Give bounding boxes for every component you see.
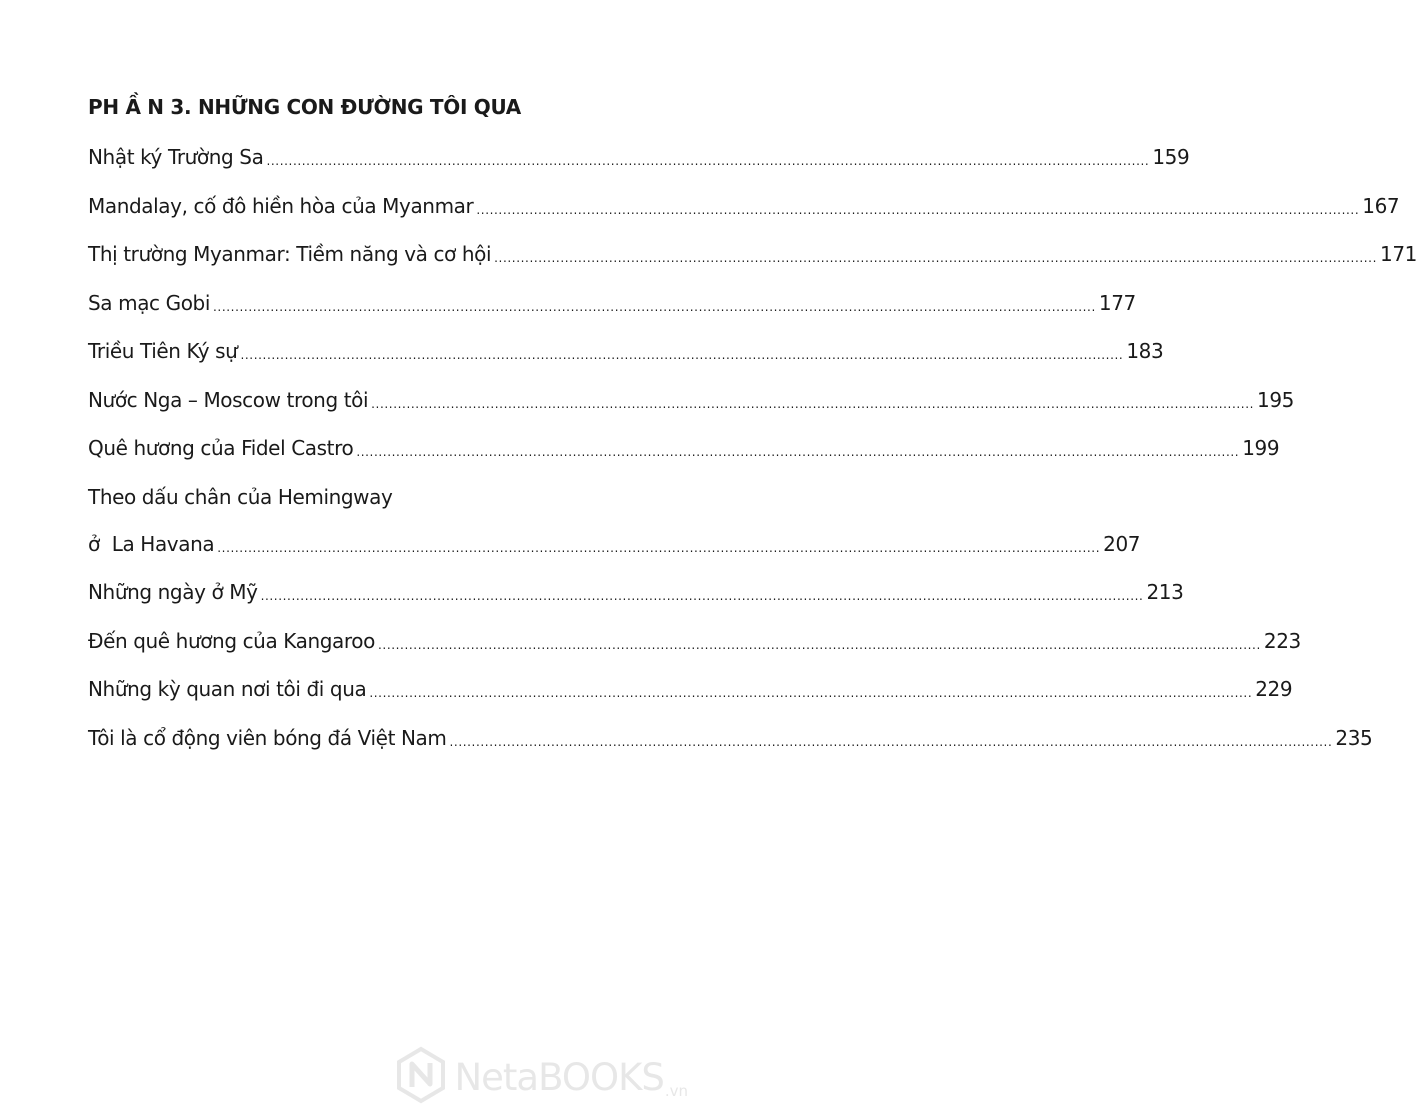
toc-entry [88, 676, 1293, 702]
toc-entry-page: 229 [1255, 677, 1293, 701]
toc-entry [88, 725, 1373, 751]
watermark-brand: NetaBOOKS [454, 1055, 664, 1099]
watermark-suffix: .vn [664, 1082, 688, 1100]
toc-entry [88, 484, 1141, 557]
toc-entry [88, 628, 1301, 654]
toc-list [88, 144, 1417, 751]
toc-entry-title: Đến quê hương của Kangaroo [88, 628, 375, 653]
toc-entry-page: 213 [1146, 580, 1184, 604]
dot-leader: ........................................................................................................................................................................................................ [260, 589, 1144, 603]
toc-entry-page: 167 [1362, 193, 1400, 218]
section-heading: PH Ầ N 3. NHỮNG CON ĐƯỜNG TÔI QUA [88, 95, 521, 119]
toc-entry [88, 144, 1190, 170]
toc-entry-page: 199 [1242, 436, 1280, 460]
toc-entry-page: 177 [1098, 290, 1136, 315]
toc-entry-title: Những kỳ quan nơi tôi đi qua [88, 677, 367, 701]
toc-entry [88, 435, 1280, 461]
toc-entry-title-first-line: Theo dấu chân của Hemingway [88, 484, 393, 509]
dot-leader: ........................................................................................................................................................................................................ [240, 348, 1124, 362]
toc-entry-title: Nước Nga – Moscow trong tôi [88, 387, 369, 412]
toc-entry [88, 290, 1136, 316]
dot-leader: ........................................................................................................................................................................................................ [476, 202, 1360, 217]
toc-entry [88, 193, 1400, 219]
toc-entry [88, 338, 1164, 364]
toc-entry-page: 235 [1335, 725, 1373, 750]
netabooks-watermark [396, 1047, 688, 1107]
toc-entry [88, 387, 1295, 413]
toc-entry-page: 223 [1263, 628, 1301, 653]
toc-entry-title: Sa mạc Gobi [88, 290, 210, 315]
dot-leader: ........................................................................................................................................................................................................ [369, 686, 1253, 700]
toc-entry-title: Triều Tiên Ký sự [88, 339, 238, 363]
toc-entry [88, 579, 1184, 605]
netabooks-logo-icon [396, 1047, 446, 1107]
toc-entry-title: ở La Havana [88, 531, 215, 556]
toc-entry-page: 195 [1257, 387, 1295, 412]
dot-leader: ........................................................................................................................................................................................................ [449, 734, 1333, 749]
table-of-contents [88, 92, 1417, 773]
toc-entry-title: Quê hương của Fidel Castro [88, 436, 354, 460]
toc-entry-page: 207 [1103, 531, 1141, 556]
toc-entry-title: Tôi là cổ động viên bóng đá Việt Nam [88, 725, 447, 750]
dot-leader: ........................................................................................................................................................................................................ [266, 154, 1150, 168]
dot-leader: ........................................................................................................................................................................................................ [356, 445, 1240, 459]
dot-leader: ........................................................................................................................................................................................................ [377, 637, 1261, 652]
dot-leader: ........................................................................................................................................................................................................ [371, 396, 1255, 411]
toc-entry-title: Mandalay, cố đô hiền hòa của Myanmar [88, 193, 474, 218]
toc-entry-page: 171 [1380, 242, 1417, 266]
toc-entry-page: 183 [1126, 339, 1164, 363]
dot-leader: ........................................................................................................................................................................................................ [217, 540, 1101, 555]
toc-entry-page: 159 [1152, 145, 1190, 169]
toc-entry-title: Nhật ký Trường Sa [88, 145, 264, 169]
dot-leader: ........................................................................................................................................................................................................ [494, 251, 1378, 265]
toc-entry-title: Những ngày ở Mỹ [88, 580, 258, 604]
toc-entry-title: Thị trường Myanmar: Tiềm năng và cơ hội [88, 242, 492, 266]
dot-leader: ........................................................................................................................................................................................................ [213, 299, 1096, 314]
toc-entry [88, 241, 1417, 267]
